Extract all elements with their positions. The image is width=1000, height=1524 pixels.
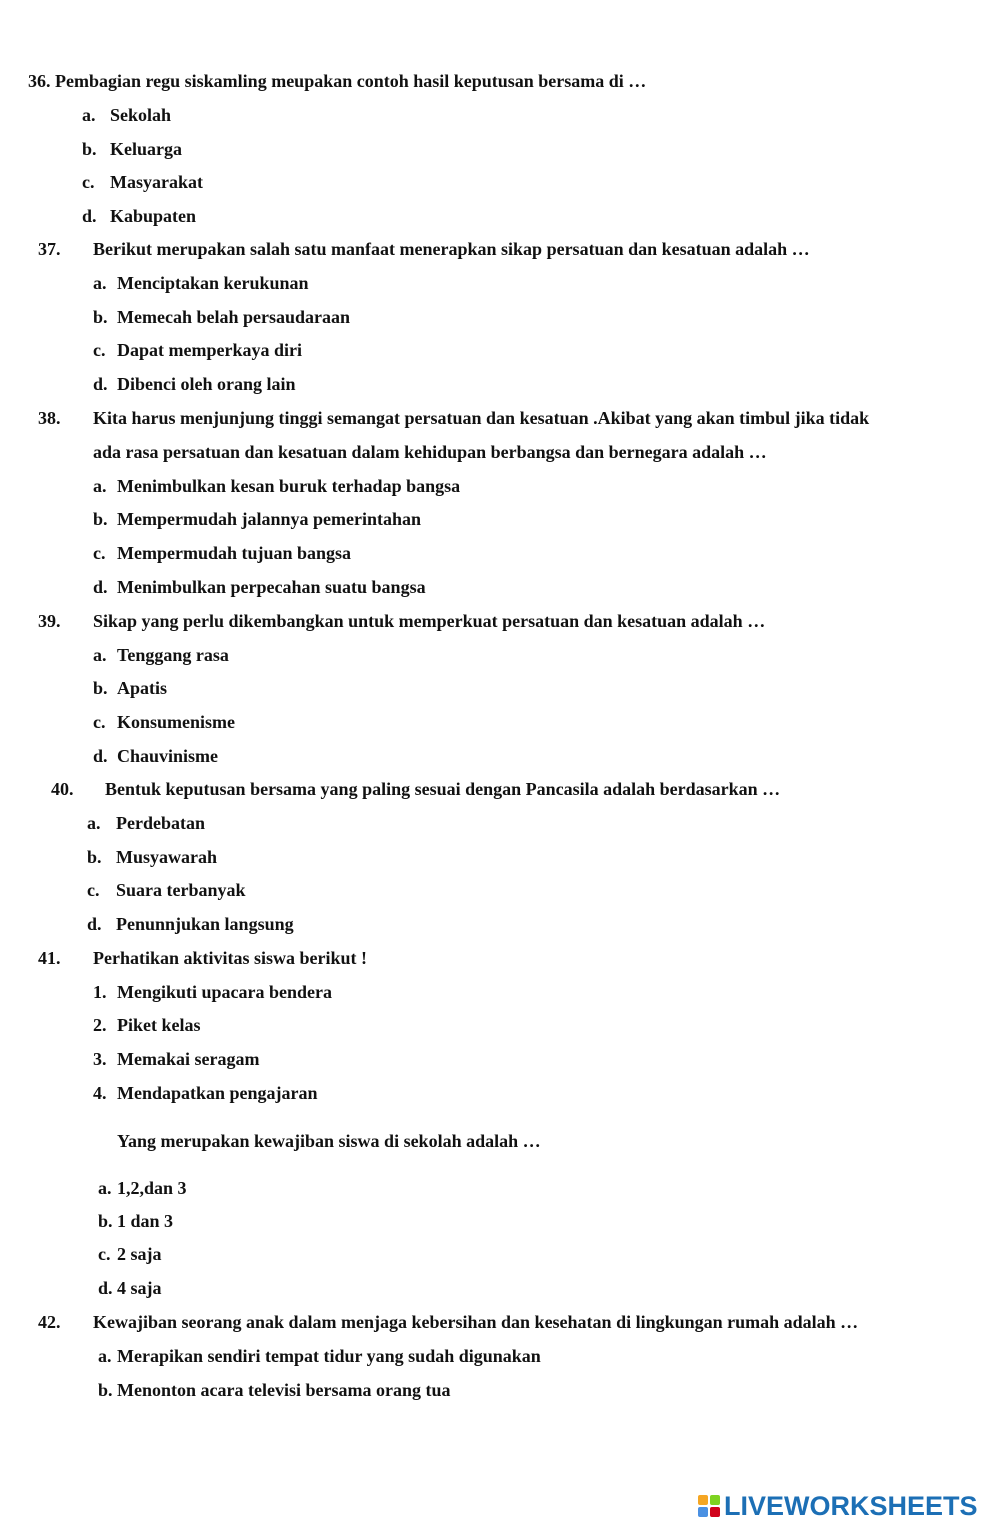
option-38-d[interactable]: Menimbulkan perpecahan suatu bangsa [117,577,426,597]
question-number: 40. [51,779,74,799]
option-label: a. [87,813,101,833]
option-40-d[interactable]: Penunnjukan langsung [116,914,294,934]
logo-square [698,1507,708,1517]
option-36-a[interactable]: Sekolah [110,105,172,125]
liveworksheets-logo-icon [698,1495,720,1517]
option-label: b. [82,139,97,159]
question-number: 42. [38,1312,61,1332]
option-label: d. [87,914,102,934]
liveworksheets-logo[interactable] [698,1490,978,1522]
option-40-b[interactable]: Musyawarah [116,847,218,867]
option-37-c[interactable]: Dapat memperkaya diri [117,340,302,360]
option-label: a. [93,273,107,293]
option-label: b. [93,678,108,698]
option-39-d[interactable]: Chauvinisme [117,746,219,766]
option-41-c[interactable]: 2 saja [117,1244,162,1264]
option-38-b[interactable]: Mempermudah jalannya pemerintahan [117,509,422,529]
option-37-b[interactable]: Memecah belah persaudaraan [117,307,350,327]
option-label: b. [98,1211,113,1231]
question-36 [28,70,646,92]
question-42-text: Kewajiban seorang anak dalam menjaga kebersihan dan kesehatan di lingkungan rumah adalah … [93,1312,859,1332]
option-label: c. [93,340,106,360]
option-label: c. [93,712,106,732]
option-40-c[interactable]: Suara terbanyak [116,880,246,900]
option-39-a[interactable]: Tenggang rasa [117,645,229,665]
option-label: d. [82,206,97,226]
option-36-d[interactable]: Kabupaten [110,206,197,226]
option-36-b[interactable]: Keluarga [110,139,182,159]
option-label: b. [98,1380,113,1400]
option-41-d[interactable]: 4 saja [117,1278,162,1298]
option-39-b[interactable]: Apatis [117,678,168,698]
option-40-a[interactable]: Perdebatan [116,813,205,833]
option-label: a. [98,1178,112,1198]
question-number: 39. [38,611,61,631]
item-label: 2. [93,1015,107,1035]
logo-square [710,1495,720,1505]
option-label: c. [98,1244,111,1264]
option-label: a. [82,105,96,125]
question-39-text: Sikap yang perlu dikembangkan untuk memperkuat persatuan dan kesatuan adalah … [93,611,766,631]
option-39-c[interactable]: Konsumenisme [117,712,236,732]
question-41-prompt: Yang merupakan kewajiban siswa di sekolah adalah … [117,1131,541,1151]
option-37-a[interactable]: Menciptakan kerukunan [117,273,309,293]
option-label: c. [87,880,100,900]
question-number: 41. [38,948,61,968]
option-label: d. [93,746,108,766]
option-label: a. [93,476,107,496]
option-label: a. [98,1346,112,1366]
question-40-text: Bentuk keputusan bersama yang paling sesuai dengan Pancasila adalah berdasarkan … [105,779,781,799]
option-label: a. [93,645,107,665]
item-label: 3. [93,1049,107,1069]
option-41-a[interactable]: 1,2,dan 3 [117,1178,187,1198]
item-label: 4. [93,1083,107,1103]
list-item: Memakai seragam [117,1049,260,1069]
logo-text: LIVEWORKSHEETS [724,1490,978,1521]
question-number: 38. [38,408,61,428]
option-label: b. [93,307,108,327]
option-label: d. [98,1278,113,1298]
question-38-text-line2: ada rasa persatuan dan kesatuan dalam kehidupan berbangsa dan bernegara adalah … [93,442,767,462]
question-number: 37. [38,239,61,259]
option-41-b[interactable]: 1 dan 3 [117,1211,174,1231]
option-38-c[interactable]: Mempermudah tujuan bangsa [117,543,352,563]
question-text: Pembagian regu siskamling meupakan contoh hasil keputusan bersama di … [55,71,647,91]
question-37-text: Berikut merupakan salah satu manfaat menerapkan sikap persatuan dan kesatuan adalah … [93,239,810,259]
option-37-d[interactable]: Dibenci oleh orang lain [117,374,296,394]
item-label: 1. [93,982,107,1002]
option-label: c. [93,543,106,563]
option-38-a[interactable]: Menimbulkan kesan buruk terhadap bangsa [117,476,461,496]
option-label: b. [93,509,108,529]
list-item: Mengikuti upacara bendera [117,982,333,1002]
question-41-text: Perhatikan aktivitas siswa berikut ! [93,948,368,968]
logo-square [710,1507,720,1517]
question-38-text-line1: Kita harus menjunjung tinggi semangat persatuan dan kesatuan .Akibat yang akan timbul jika tidak [93,408,870,428]
option-label: d. [93,374,108,394]
option-label: b. [87,847,102,867]
list-item: Mendapatkan pengajaran [117,1083,318,1103]
option-label: c. [82,172,95,192]
option-36-c[interactable]: Masyarakat [110,172,203,192]
option-42-a[interactable]: Merapikan sendiri tempat tidur yang sudah digunakan [117,1346,541,1366]
list-item: Piket kelas [117,1015,201,1035]
question-number: 36. [28,71,51,91]
option-label: d. [93,577,108,597]
logo-square [698,1495,708,1505]
option-42-b[interactable]: Menonton acara televisi bersama orang tua [117,1380,451,1400]
